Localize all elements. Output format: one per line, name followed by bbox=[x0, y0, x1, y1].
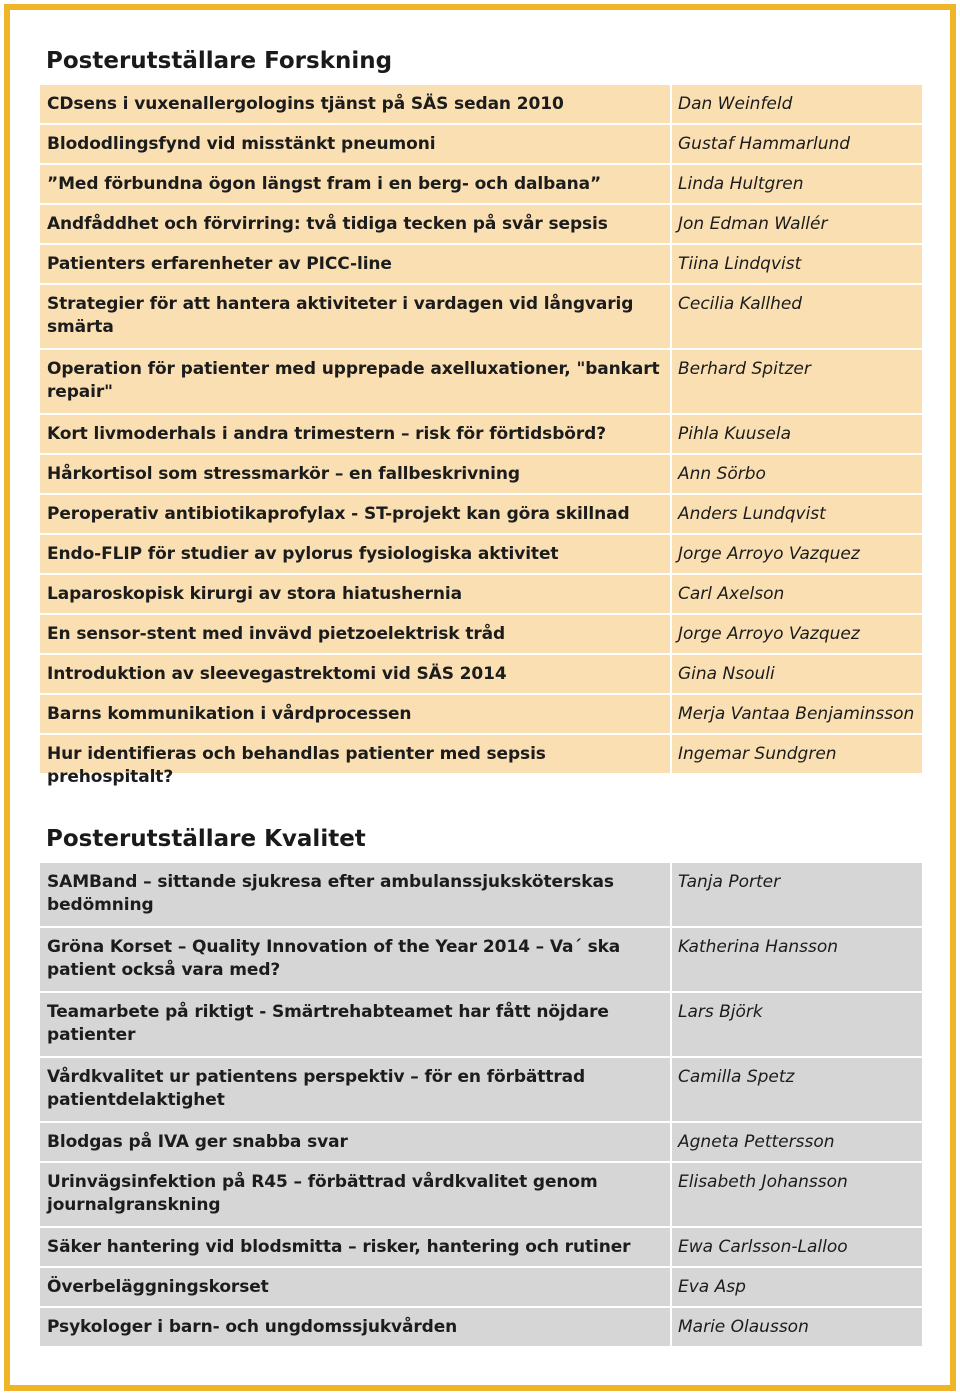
poster-title: CDsens i vuxenallergologins tjänst på SÄS sedan 2010 bbox=[40, 85, 670, 123]
poster-table-kvalitet bbox=[40, 863, 922, 1346]
poster-title: Barns kommunikation i vårdprocessen bbox=[40, 695, 670, 733]
presenter-name: Jorge Arroyo Vazquez bbox=[672, 615, 922, 653]
presenter-name: Tanja Porter bbox=[672, 863, 922, 926]
section-title-kvalitet: Posterutställare Kvalitet bbox=[46, 826, 366, 852]
presenter-name: Merja Vantaa Benjaminsson bbox=[672, 695, 922, 733]
presenter-name: Carl Axelson bbox=[672, 575, 922, 613]
poster-title: Laparoskopisk kirurgi av stora hiatushernia bbox=[40, 575, 670, 613]
poster-title: Hårkortisol som stressmarkör – en fallbeskrivning bbox=[40, 455, 670, 493]
presenter-name: Lars Björk bbox=[672, 993, 922, 1056]
poster-title: Peroperativ antibiotikaprofylax - ST-projekt kan göra skillnad bbox=[40, 495, 670, 533]
poster-title: Säker hantering vid blodsmitta – risker, hantering och rutiner bbox=[40, 1228, 670, 1266]
presenter-name: Berhard Spitzer bbox=[672, 350, 922, 413]
poster-title: Blododlingsfynd vid misstänkt pneumoni bbox=[40, 125, 670, 163]
poster-title: Patienters erfarenheter av PICC-line bbox=[40, 245, 670, 283]
presenter-name: Tiina Lindqvist bbox=[672, 245, 922, 283]
poster-title: Kort livmoderhals i andra trimestern – risk för förtidsbörd? bbox=[40, 415, 670, 453]
poster-title: Endo-FLIP för studier av pylorus fysiologiska aktivitet bbox=[40, 535, 670, 573]
poster-title: Operation för patienter med upprepade axelluxationer, "bankart repair" bbox=[40, 350, 670, 413]
poster-title: Urinvägsinfektion på R45 – förbättrad vårdkvalitet genom journalgranskning bbox=[40, 1163, 670, 1226]
poster-title: Gröna Korset – Quality Innovation of the Year 2014 – Va´ ska patient också vara med? bbox=[40, 928, 670, 991]
presenter-name: Pihla Kuusela bbox=[672, 415, 922, 453]
presenter-name: Katherina Hansson bbox=[672, 928, 922, 991]
presenter-name: Ingemar Sundgren bbox=[672, 735, 922, 773]
poster-title: Strategier för att hantera aktiviteter i vardagen vid långvarig smärta bbox=[40, 285, 670, 348]
presenter-name: Marie Olausson bbox=[672, 1308, 922, 1346]
presenter-name: Camilla Spetz bbox=[672, 1058, 922, 1121]
poster-title: Andfåddhet och förvirring: två tidiga tecken på svår sepsis bbox=[40, 205, 670, 243]
presenter-name: Elisabeth Johansson bbox=[672, 1163, 922, 1226]
presenter-name: Jorge Arroyo Vazquez bbox=[672, 535, 922, 573]
poster-title: Psykologer i barn- och ungdomssjukvården bbox=[40, 1308, 670, 1346]
presenter-name: Anders Lundqvist bbox=[672, 495, 922, 533]
poster-title: Teamarbete på riktigt - Smärtrehabteamet har fått nöjdare patienter bbox=[40, 993, 670, 1056]
presenter-name: Agneta Pettersson bbox=[672, 1123, 922, 1161]
poster-title: Vårdkvalitet ur patientens perspektiv – för en förbättrad patientdelaktighet bbox=[40, 1058, 670, 1121]
poster-title: SAMBand – sittande sjukresa efter ambulanssjuksköterskas bedömning bbox=[40, 863, 670, 926]
presenter-name: Gina Nsouli bbox=[672, 655, 922, 693]
poster-title: Hur identifieras och behandlas patienter med sepsis prehospitalt? bbox=[40, 735, 670, 773]
presenter-name: Gustaf Hammarlund bbox=[672, 125, 922, 163]
presenter-name: Ewa Carlsson-Lalloo bbox=[672, 1228, 922, 1266]
poster-title: Blodgas på IVA ger snabba svar bbox=[40, 1123, 670, 1161]
presenter-name: Cecilia Kallhed bbox=[672, 285, 922, 348]
presenter-name: Linda Hultgren bbox=[672, 165, 922, 203]
poster-title: Överbeläggningskorset bbox=[40, 1268, 670, 1306]
presenter-name: Dan Weinfeld bbox=[672, 85, 922, 123]
presenter-name: Eva Asp bbox=[672, 1268, 922, 1306]
presenter-name: Jon Edman Wallér bbox=[672, 205, 922, 243]
poster-title: Introduktion av sleevegastrektomi vid SÄS 2014 bbox=[40, 655, 670, 693]
poster-table-forskning bbox=[40, 85, 922, 787]
poster-title: En sensor-stent med invävd pietzoelektrisk tråd bbox=[40, 615, 670, 653]
section-title-forskning: Posterutställare Forskning bbox=[46, 48, 393, 74]
presenter-name: Ann Sörbo bbox=[672, 455, 922, 493]
poster-title: ”Med förbundna ögon längst fram i en berg- och dalbana” bbox=[40, 165, 670, 203]
